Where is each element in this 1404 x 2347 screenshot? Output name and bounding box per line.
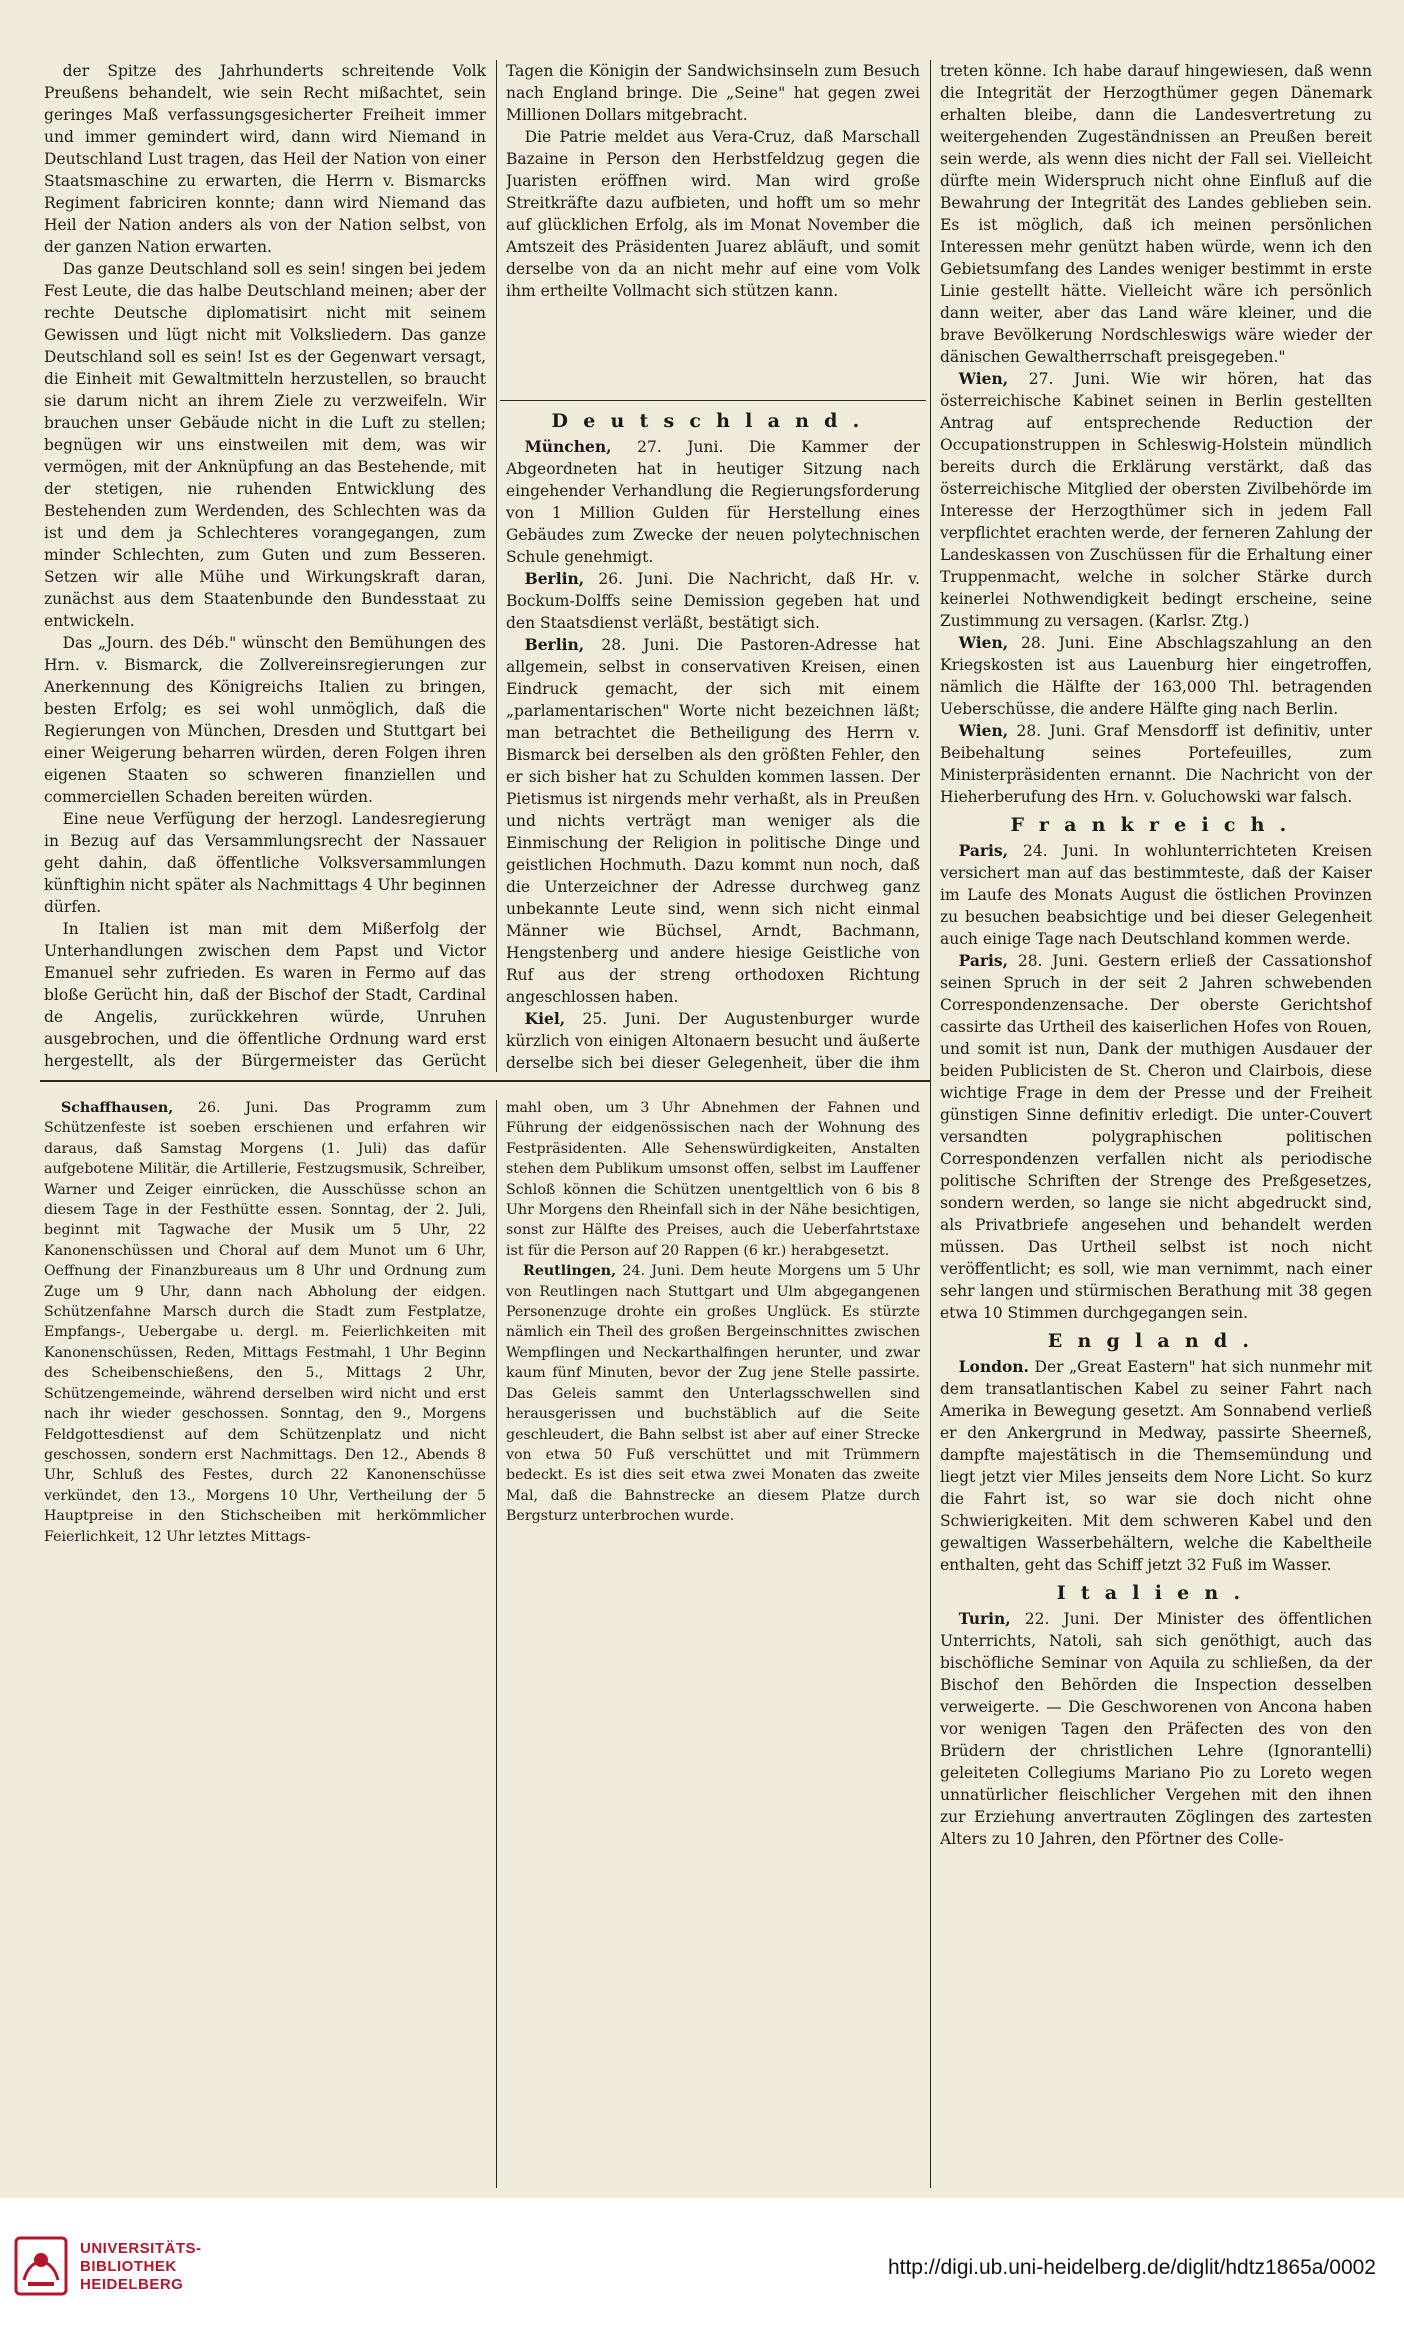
footer <box>0 2198 1404 2347</box>
paragraph-text: Der „Great Eastern" hat sich nunmehr mit dem transatlantischen Kabel zu seiner Fahrt nach Amerika in Bewegung gesetzt. Am Sonnabend verließ er den Ankergrund in Medway, passirte Sheerneß, dampfte majestätisch in die Themsemündung und liegt jetzt vier Miles jenseits dem Nore Licht. So kurz die Fahrt ist, so war sie doch nicht ohne Schwierigkeiten. Mit dem schweren Kabel und den gewaltigen Wasserbehältern, welche die Kabeltheile enthalten, geht das Schiff jetzt 32 Fuß im Wasser. <box>940 1358 1372 1574</box>
dateline: Turin, <box>958 1609 1011 1628</box>
paragraph-text: Das „Journ. des Déb." wünscht den Bemühungen des Hrn. v. Bismarck, die Zollvereinsregierungen zur Anerkennung des Königreichs Italien zu bringen, besten Erfolg; es sei wohl unmöglich, daß die Regierungen von München, Dresden und Stuttgart bei einer Weigerung beharren würden, deren Folgen ihren eigenen Staaten so schweren finanziellen und commerciellen Schaden bereiten würden. <box>44 634 486 806</box>
paragraph-text: In Italien ist man mit dem Mißerfolg der Unterhandlungen zwischen dem Papst und Victor Emanuel sehr zufrieden. Es waren in Fermo auf das bloße Gerücht hin, daß der Bischof der Stadt, Cardinal de Angelis, zurückkehren würde, Unruhen ausgebrochen, und die öffentliche Ordnung ward erst hergestellt, als der Bürgermeister das Gerücht <box>44 920 486 1070</box>
heading-england: England. <box>1047 1330 1265 1352</box>
column-rule-right <box>930 60 931 2188</box>
dateline: München, <box>524 437 612 456</box>
column-2-bottom <box>506 404 920 1072</box>
paragraph-text: 28. Juni. Die Pastoren-Adresse hat allgemein, selbst in conservativen Kreisen, einen Eindruck gemacht, der sich mit einem „parlamentarischen" Worte nicht bezeichnen läßt; man betrachtet die Betheiligung des Herrn v. Bismarck bei derselben als den größten Fehler, den er sich bisher hat zu Schulden kommen lassen. Der Pietismus ist nirgends mehr verhaßt, als in Preußen und nichts verträgt man weniger als die Einmischung der Religion in politische Dinge und geistlichen Hochmuth. Dazu kommt nun noch, daß die Unterzeichner der Adresse durchweg ganz unbekannte Leute sind, wenn sich nicht einmal Männer wie Büchsel, Arndt, Bachmann, Hengstenberg und andere hiesige Geistliche von Ruf aus der streng orthodoxen Richtung angeschlossen haben. <box>506 636 920 1006</box>
paragraph-text: 28. Juni. Eine Abschlagszahlung an den Kriegskosten ist aus Lauenburg hier eingetroffen, nämlich die Hälfte der 163,000 Thl. betragenden Ueberschüsse, die andere Hälfte ging nach Berlin. <box>940 634 1372 718</box>
logo-line-2: BIBLIOTHEK <box>80 2258 177 2275</box>
article-paragraph <box>940 1356 1372 1576</box>
article-paragraph <box>940 60 1372 368</box>
paragraph-text: 27. Juni. Wie wir hören, hat das österreichische Kabinet seinen in Berlin gestellten Antrag auf entsprechende Reduction der Occupationstruppen in Schleswig-Holstein mündlich bereits durch die Erklärung verstärkt, daß das österreichische Mitglied der obersten Zivilbehörde im Interesse der Herzogthümer sich in jedem Fall verpflichtet erachten werde, der ferneren Zahlung der Landeskassen von Zuschüssen für die Erhaltung einer Truppenmacht, welche in solcher Stärke durch keinerlei Nothwendigkeit bedingt erscheine, seine Zustimmung zu versagen. (Karlsr. Ztg.) <box>940 370 1372 630</box>
article-paragraph <box>506 1098 920 1261</box>
dateline: Schaffhausen, <box>61 1100 174 1116</box>
article-paragraph <box>940 950 1372 1324</box>
feuilleton-separator <box>40 1080 930 1082</box>
source-url[interactable]: http://digi.ub.uni-heidelberg.de/diglit/hdtz1865a/0002 <box>887 2256 1376 2279</box>
article-paragraph <box>940 840 1372 950</box>
article-paragraph <box>940 368 1372 632</box>
paragraph-text: mahl oben, um 3 Uhr Abnehmen der Fahnen und Führung der eidgenössischen nach der Wohnung des Festpräsidenten. Alle Sehenswürdigkeiten, Anstalten stehen dem Publikum umsonst offen, selbst im Lauffener Schloß können die Schützen unentgeltlich von 6 bis 8 Uhr Morgens den Rheinfall sich in der Nähe besichtigen, sonst zur Hälfte des Preises, auch die Ueberfahrtstaxe ist für die Person auf 20 Rappen (6 kr.) herabgesetzt. <box>506 1100 920 1259</box>
article-paragraph <box>506 60 920 126</box>
paragraph-text: 26. Juni. Die Nachricht, daß Hr. v. Bockum-Dolffs seine Demission gegeben hat und den Staatsdienst verläßt, bestätigt sich. <box>506 570 920 632</box>
paragraph-text: 28. Juni. Gestern erließ der Cassationshof seinen Spruch in der seit 2 Jahren schwebenden Correspondenzensache. Der oberste Gerichtshof cassirte das Urtheil des kaiserlichen Hofes von Rouen, und somit ist nun, Dank der muthigen Ausdauer der beiden Publicisten de St. Cheron und Clairbois, diese wichtige Frage in dem der Presse und der Freiheit günstigen Sinne definitiv erledigt. Die unter-Couvert versandten polygraphischen politischen Correspondenzen verfallen nicht als periodische politische Schriften der Strenge des Preßgesetzes, sondern werden, so lange sie nicht abgedruckt sind, als Privatbriefe angesehen und behandelt werden müssen. Das Urtheil selbst ist noch nicht veröffentlicht; es soll, wie man vernimmt, nach einer sehr langen und stürmischen Berathung mit 38 gegen etwa 10 Stimmen durchgegangen sein. <box>940 952 1372 1322</box>
article-paragraph <box>506 1008 920 1072</box>
paragraph-text: Eine neue Verfügung der herzogl. Landesregierung in Bezug auf das Versammlungsrecht der Nassauer geht dahin, daß öffentliche Volksversammlungen künftighin nicht später als Nachmittags 4 Uhr beginnen dürfen. <box>44 810 486 916</box>
article-paragraph <box>44 632 486 808</box>
article-paragraph <box>506 1261 920 1526</box>
dateline: Paris, <box>958 841 1009 860</box>
dateline: Wien, <box>958 721 1009 740</box>
section-separator <box>500 400 926 401</box>
university-seal-icon <box>14 2236 68 2296</box>
paragraph-text: der Spitze des Jahrhunderts schreitende Volk Preußens behandelt, wie sein Recht mißachtet, sein geringes Maß verfassungsgesicherter Freiheit immer und immer gemindert wird, dann wird Niemand in Deutschland Lust tragen, das Heil der Nation von einer Staatsmaschine zu erwarten, die Herrn v. Bismarcks Regiment fabriciren konnte; dann wird Niemand das Heil der Nation anders als von der Nation selbst, von der ganzen Nation erwarten. <box>44 62 486 256</box>
paragraph-text: 27. Juni. Die Kammer der Abgeordneten hat in heutiger Sitzung nach eingehender Verhandlung die Regierungsforderung von 1 Million Gulden für Herstellung eines Gebäudes zum Zwecke der neuen polytechnischen Schule genehmigt. <box>506 438 920 566</box>
paragraph-text: 28. Juni. Graf Mensdorff ist definitiv, unter Beibehaltung seines Portefeuilles, zum Ministerpräsidenten ernannt. Die Nachricht von der Hieherberufung des Hrn. v. Goluchowski war falsch. <box>940 722 1372 806</box>
logo-line-3: HEIDELBERG <box>80 2276 184 2293</box>
dateline: Wien, <box>958 369 1009 388</box>
paragraph-text: 25. Juni. Der Augustenburger wurde kürzlich von einigen Altonaern besucht und äußerte derselbe sich bei dieser Gelegenheit, über die ihm <box>506 1010 920 1072</box>
dateline: Berlin, <box>524 635 585 654</box>
paragraph-text: Das ganze Deutschland soll es sein! singen bei jedem Fest Leute, die das halbe Deutschland meinen; aber der rechte Deutsche diplomatisirt nicht mit seinem Gewissen und lügt nicht mit Volksliedern. Das ganze Deutschland soll es sein! Ist es der Gegenwart versagt, die Einheit mit Gewaltmitteln herzustellen, so braucht sie darum nicht an ihrem Ziele zu verzweifeln. Wir brauchen unser Gebäude nicht in die Luft zu stellen; begnügen wir uns einstweilen mit dem, was wir vermögen, mit der Anknüpfung an das Bestehende, mit der stetigen, nie ruhenden Entwicklung des Bestehenden zum Werdenden, des Schlechten was da ist und dem ja Schlechteres vorangegangen, zum minder Schlechten, zum Guten und zum Besseren. Setzen wir alle Mühe und Wirkungskraft daran, zunächst aus dem Staatenbunde den Bundesstaat zu entwickeln. <box>44 260 486 630</box>
article-paragraph <box>44 1098 486 1547</box>
paragraph-text: Tagen die Königin der Sandwichsinseln zum Besuch nach England bringe. Die „Seine" hat gegen zwei Millionen Dollars mitgebracht. <box>506 62 920 124</box>
dateline: Kiel, <box>524 1009 566 1028</box>
paragraph-text: treten könne. Ich habe darauf hingewiesen, daß wenn die Integrität der Herzogthümer gegen Dänemark erhalten bleibe, dann die Landesvertretung zu weitergehenden Zugeständnissen an Preußen bereit sein werde, als wenn dies nicht der Fall sei. Vielleicht dürfte mein Widerspruch nicht ohne Einfluß auf die Bewahrung der Integrität des Landes geblieben sein. Es ist möglich, daß ich meinen persönlichen Interessen mehr genützt haben würde, wenn ich den Gebietsumfang des Landes weniger bestimmt in erste Linie gestellt hätte. Vielleicht wäre ich persönlich dann weiter, aber das Land wäre kleiner, und die brave Bevölkerung Nordschleswigs wäre wieder der dänischen Gewaltherrschaft preisgegeben." <box>940 62 1372 366</box>
feuilleton-column-2 <box>506 1098 920 2188</box>
article-paragraph <box>506 634 920 1008</box>
paragraph-text: 26. Juni. Das Programm zum Schützenfeste ist soeben erschienen und erfahren wir daraus, daß Samstag Morgens (1. Juli) das dafür aufgebotene Militär, die Artillerie, Festzugsmusik, Schreiber, Warner und Zeiger einrücken, die Ausschüsse schon an diesem Tage in der Festhütte essen. Sonntag, der 2. Juli, beginnt mit Tagwache der Musik um 5 Uhr, 22 Kanonenschüssen und Choral auf dem Munot um 6 Uhr, Oeffnung der Finanzbureaus um 8 Uhr und Ordnung zum Zuge um 9 Uhr, dann nach Abholung der eidgen. Schützenfahne Marsch durch die Stadt zum Festplatze, Empfangs-, Uebergabe u. dergl. m. Feierlichkeiten mit Kanonenschüssen, Reden, Mittags Festmahl, 1 Uhr Beginn des Scheibenschießens, den 5., Mittags 2 Uhr, Schützengemeinde, während derselben wird nicht und erst nach ihr wieder geschossen. Sonntag, den 9., Morgens Feldgottesdienst auf dem Schützenplatz und nicht geschossen, sondern erst Nachmittags. Den 12., Abends 8 Uhr, Schluß des Festes, durch 22 Kanonenschüsse verkündet, den 13., Morgens 10 Uhr, Vertheilung der 5 Hauptpreise in den Stichscheiben mit herkömmlicher Feierlichkeit, 12 Uhr letztes Mittags- <box>44 1100 486 1545</box>
feuilleton-column-1 <box>44 1098 486 2188</box>
article-paragraph <box>940 1608 1372 1850</box>
dateline: Reutlingen, <box>523 1263 617 1280</box>
paragraph-text: 24. Juni. In wohlunterrichteten Kreisen versichert man auf das bestimmteste, daß der Kaiser im Laufe des Monats August die östlichen Provinzen zu besuchen beabsichtige und bei dieser Gelegenheit auch einige Tage nach Deutschland kommen werde. <box>940 842 1372 948</box>
article-paragraph <box>44 918 486 1072</box>
dateline: Wien, <box>958 633 1009 652</box>
feuilleton-rule <box>496 1100 497 2188</box>
paragraph-text: Die Patrie meldet aus Vera-Cruz, daß Marschall Bazaine in Person den Herbstfeldzug gegen die Juaristen eröffnen wird. Man wird große Streitkräfte dazu aufbieten, und hofft um so mehr auf glücklichen Erfolg, als im Monat November die Amtszeit des Präsidenten Juarez abläuft, und somit derselbe von da an nicht mehr auf eine vom Volk ihm ertheilte Vollmacht sich stützen kann. <box>506 128 920 300</box>
article-paragraph <box>44 258 486 632</box>
dateline: Paris, <box>958 951 1009 970</box>
heading-deutschland: Deutschland. <box>551 410 875 432</box>
article-paragraph <box>506 436 920 568</box>
column-rule-left <box>496 60 497 1072</box>
article-paragraph <box>940 720 1372 808</box>
article-paragraph <box>940 632 1372 720</box>
dateline: London. <box>958 1357 1029 1376</box>
library-logo-text <box>80 2240 202 2294</box>
dateline: Berlin, <box>524 569 585 588</box>
logo-line-1: UNIVERSITÄTS- <box>80 2240 202 2257</box>
article-paragraph <box>506 126 920 302</box>
column-3 <box>940 60 1372 2188</box>
article-paragraph <box>506 568 920 634</box>
heading-frankreich: Frankreich. <box>1010 814 1302 836</box>
column-1 <box>44 60 486 1072</box>
heading-italien: Italien. <box>1056 1582 1256 1604</box>
article-paragraph <box>44 808 486 918</box>
paragraph-text: 22. Juni. Der Minister des öffentlichen Unterrichts, Natoli, sah sich genöthigt, auch das bischöfliche Seminar von Aquila zu schließen, da der Bischof den Behörden die Inspection desselben verweigerte. — Die Geschworenen von Ancona haben vor wenigen Tagen den Präfecten des von den Brüdern der christlichen Lehre (Ignorantelli) geleiteten Collegiums Mariano Pio zu Loreto wegen unnatürlicher fleischlicher Vergehen mit den ihnen zur Erziehung anvertrauten Zöglingen des zartesten Alters zu 10 Jahren, den Pförtner des Colle- <box>940 1610 1372 1848</box>
column-2-top <box>506 60 920 400</box>
paragraph-text: 24. Juni. Dem heute Morgens um 5 Uhr von Reutlingen nach Stuttgart und Ulm abgegangenen Personenzuge drohte ein großes Unglück. Es stürzte nämlich ein Theil des großen Bergeinschnittes zwischen Wempflingen und Neckarthalfingen herunter, und zwar kaum fünf Minuten, bevor der Zug jene Stelle passirte. Das Geleis sammt den Unterlagsschwellen sind herausgerissen und buchstäblich auf die Seite geschleudert, die Bahn selbst ist aber auf einer Strecke von etwa 50 Fuß verschüttet und mit Trümmern bedeckt. Es ist dies seit etwa zwei Monaten das zweite Mal, daß die Bahnstrecke an diesem Platze durch Bergsturz unterbrochen wurde. <box>506 1263 920 1525</box>
article-paragraph <box>44 60 486 258</box>
